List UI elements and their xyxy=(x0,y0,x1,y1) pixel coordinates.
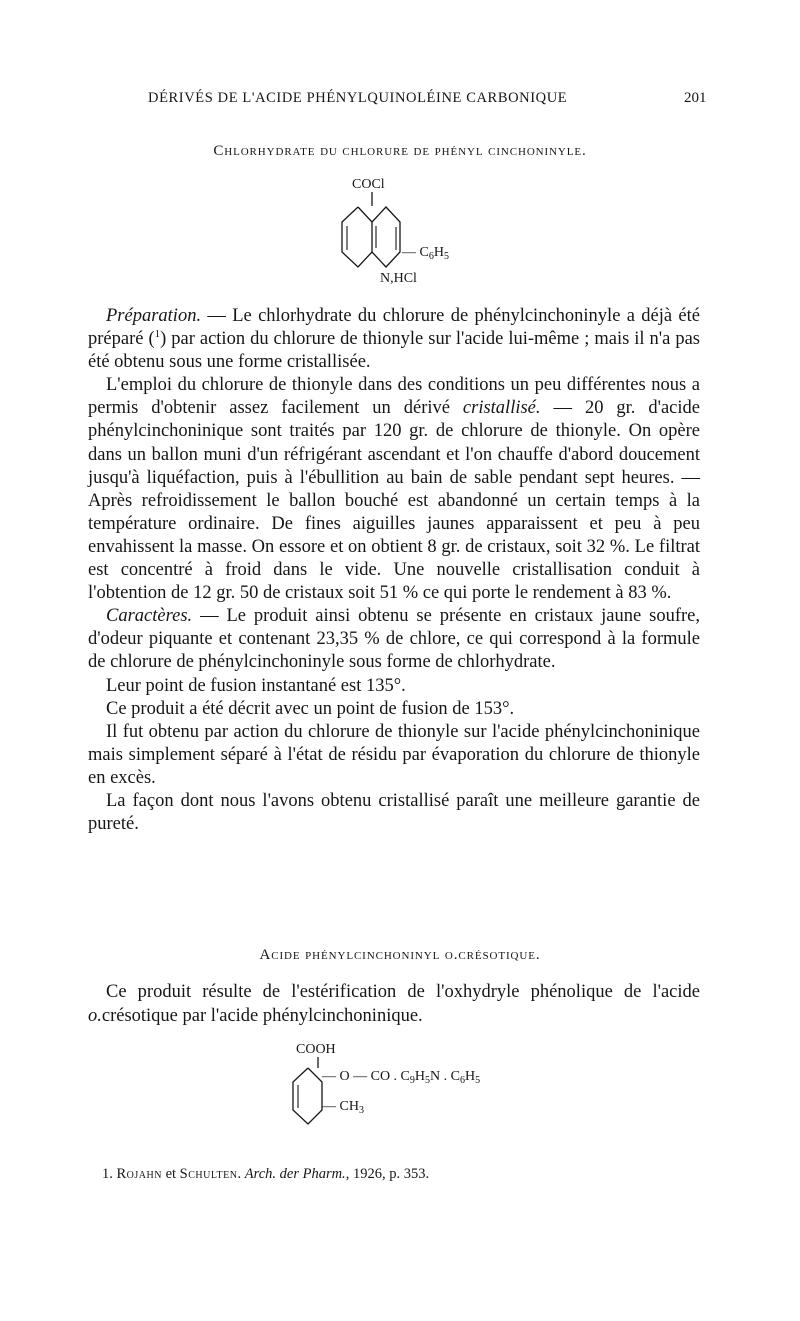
section-title-chlorhydrate: Chlorhydrate du chlorure de phényl cinchoninyle. xyxy=(213,143,587,159)
footnote-author-2: Schulten xyxy=(179,1166,238,1182)
footnote-journal: Arch. der Pharm. xyxy=(244,1166,346,1182)
page-number: 201 xyxy=(684,90,707,106)
paragraph-facon: La façon dont nous l'avons obtenu cristallisé paraît une meilleure garantie de pureté. xyxy=(88,790,700,835)
paragraph-decrit: Ce produit a été décrit avec un point de fusion de 153°. xyxy=(106,698,515,719)
formula-cooh-label: COOH xyxy=(296,1042,336,1057)
paragraph-fusion: Leur point de fusion instantané est 135°. xyxy=(106,675,406,696)
section-title-acide: Acide phénylcinchoninyl o.crésotique. xyxy=(259,947,541,963)
structural-formula-chlorhydrate xyxy=(330,172,480,287)
section2-text xyxy=(88,980,700,1028)
structural-formula-cresotique xyxy=(282,1038,522,1128)
running-head xyxy=(0,90,800,114)
paragraph-caracteres: Caractères. — Le produit ainsi obtenu se présente en cristaux jaune soufre, d'odeur piquante et contenant 23,35 % de chlore, ce qui correspond à la formule de chlorure de phénylcinchoninyle sous forme de chlorhydrate. xyxy=(88,606,700,673)
formula-ester-label: — O — CO . $C_9H_5N$ . $C_6H_5$ xyxy=(322,1069,481,1086)
formula-cocl-label: COCl xyxy=(352,177,385,192)
formula-ch3-label: — $CH_3$ xyxy=(322,1099,364,1116)
footnote-ref: 1 xyxy=(154,327,161,340)
formula-nhcl-label: N,HCl xyxy=(380,271,417,286)
paragraph-obtenu: Il fut obtenu par action du chlorure de thionyle sur l'acide phénylcinchoninique mais simplement séparé à l'état de résidu par évaporation du chlorure de thionyle en excès. xyxy=(88,721,700,788)
paragraph-emploi: L'emploi du chlorure de thionyle dans des conditions un peu différentes nous a permis d'obtenir assez facilement un dérivé cristallisé. — 20 gr. d'acide phénylcinchoninique sont traités par 120 gr. de chlorure de thionyle. On opère dans un ballon muni d'un réfrigérant ascendant et l'on chauffe d'abord doucement jusqu'à liquéfaction, puis à l'ébullition au bain de sable pendant sept heures. — Après refroidissement le ballon bouché est abandonné un certain temps à la température ordinaire. De fines aiguilles jaunes apparaissent et peu à peu envahissent la masse. On essore et on obtient 8 gr. de cristaux, soit 32 %. Le filtrat est concentré à froid dans le vide. Une nouvelle cristallisation conduit à l'obtention de 12 gr. 50 de cristaux soit 51 % ce qui porte le rendement à 83 %. xyxy=(88,375,700,604)
running-title: DÉRIVÉS DE L'ACIDE PHÉNYLQUINOLÉINE CARBONIQUE xyxy=(148,90,568,106)
paragraph-estérification: Ce produit résulte de l'estérification de l'oxhydryle phénolique de l'acide o.crésotique par l'acide phénylcinchoninique. xyxy=(88,982,700,1026)
footnote-author-1: Rojahn xyxy=(116,1166,162,1182)
formula-phenyl-label: — $C_6H_5$ xyxy=(402,245,449,262)
paragraph-preparation: Préparation. — Le chlorhydrate du chlorure de phénylcinchoninyle a déjà été préparé ($^1$) par action du chlorure de thionyle sur l'acide lui-même ; mais il n'a pas été obtenu sous une forme cristallisée. xyxy=(88,306,700,373)
footnote: 1. Rojahn et Schulten. Arch. der Pharm., 1926, p. 353. xyxy=(102,1166,430,1182)
main-text xyxy=(88,305,700,836)
